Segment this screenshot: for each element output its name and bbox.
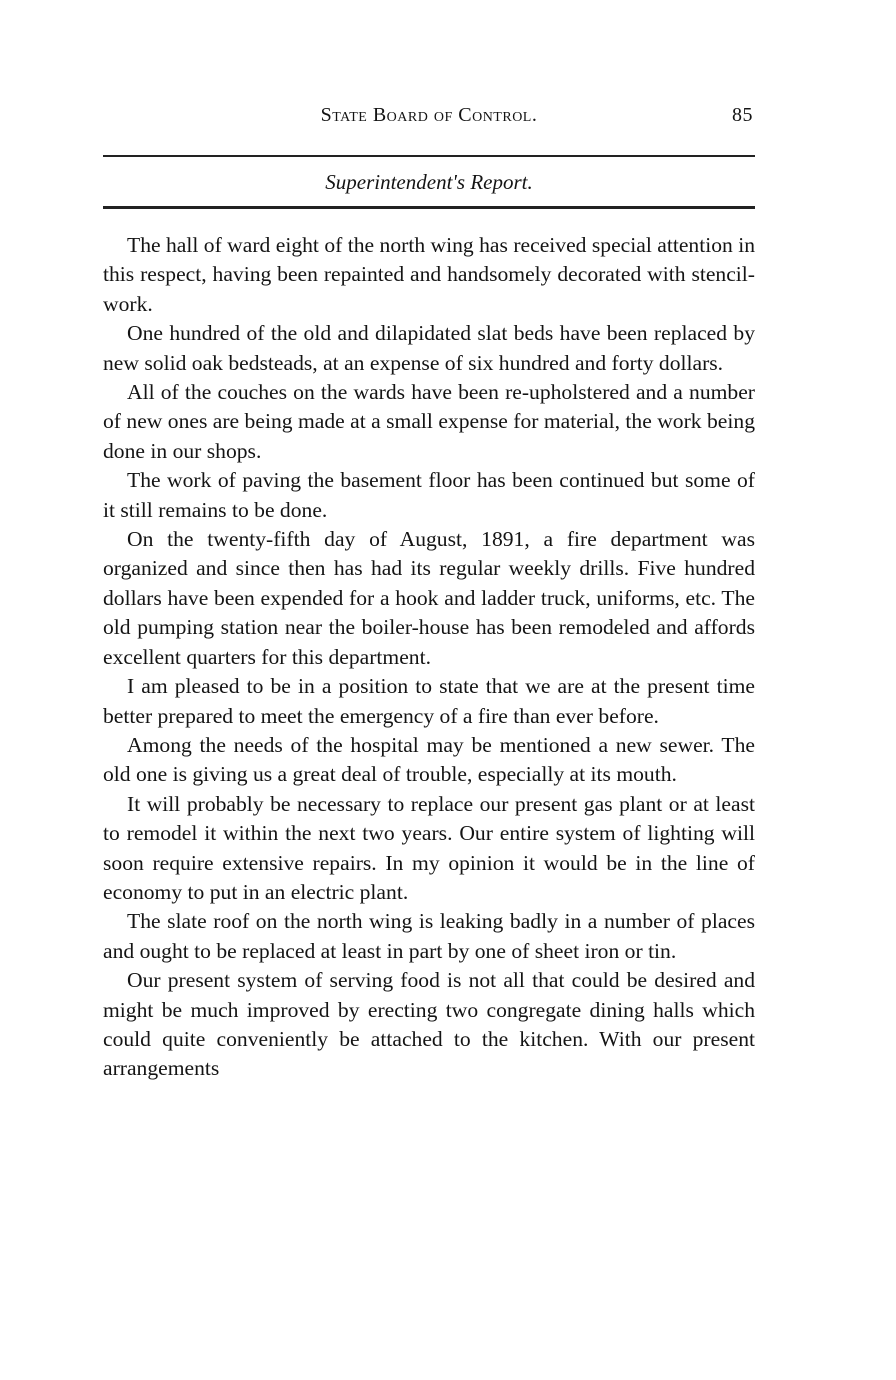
header-rule — [103, 155, 755, 157]
document-page — [103, 100, 755, 1084]
paragraph: I am pleased to be in a position to state that we are at the present time better prepared to meet the emergency of a fire than ever before. — [103, 674, 755, 728]
paragraph: All of the couches on the wards have been re-upholstered and a number of new ones are being made at a small expense for material, the work being done in our shops. — [103, 380, 755, 463]
body-text — [103, 231, 755, 1084]
running-title: State Board of Control. — [320, 104, 538, 126]
paragraph: The slate roof on the north wing is leaking badly in a number of places and ought to be replaced at least in part by one of sheet iron or tin. — [103, 909, 755, 963]
paragraph: The hall of ward eight of the north wing has received special attention in this respect, having been repainted and handsomely decorated with stencil-work. — [103, 233, 755, 316]
paragraph: It will probably be necessary to replace our present gas plant or at least to remodel it within the next two years. Our entire system of lighting will soon require extensive repairs. In my opinion it would be in the line of economy to put in an electric plant. — [103, 791, 755, 904]
running-header — [103, 100, 755, 134]
paragraph: On the twenty-fifth day of August, 1891, a fire department was organized and since then has had its regular weekly drills. Five hundred dollars have been expended for a hook and ladder truck, uniforms, etc. The old pumping station near the boiler-house has been remodeled and affords excellent quarters for this department. — [103, 527, 755, 669]
section-subheading: Superintendent's Report. — [325, 170, 533, 194]
paragraph: The work of paving the basement floor has been continued but some of it still remains to be done. — [103, 468, 755, 522]
page-number: 85 — [732, 104, 753, 126]
paragraph: One hundred of the old and dilapidated slat beds have been replaced by new solid oak bedsteads, at an expense of six hundred and forty dollars. — [103, 321, 755, 375]
subheading-rule — [103, 206, 755, 209]
paragraph: Our present system of serving food is not all that could be desired and might be much improved by erecting two congregate dining halls which could quite conveniently be attached to the kitchen. With our present arrangements — [103, 968, 755, 1081]
paragraph: Among the needs of the hospital may be mentioned a new sewer. The old one is giving us a great deal of trouble, especially at its mouth. — [103, 732, 755, 787]
